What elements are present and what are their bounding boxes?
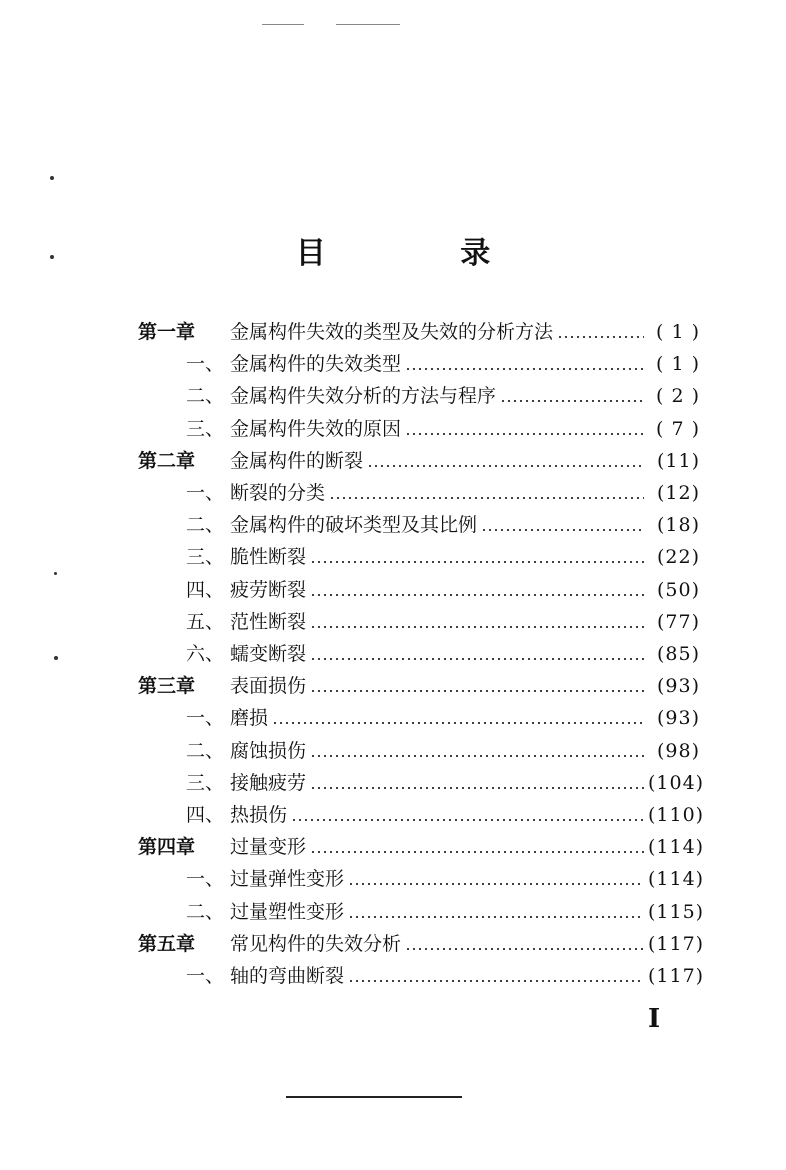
dot-leader [310,689,644,693]
entry-title: 范性断裂 [230,610,307,633]
entry-title: 金属构件失效分析的方法与程序 [230,385,497,408]
toc-chapter-row [138,445,700,477]
top-rule-right [336,24,400,25]
toc-section-row [186,606,700,638]
section-number: 一、 [186,353,225,376]
toc-section-row [186,767,705,799]
entry-page-number: (110) [648,804,705,826]
chapter-number: 第五章 [138,932,196,955]
entry-title: 常见构件的失效分析 [230,932,402,955]
entry-title: 断裂的分类 [230,482,326,504]
page-folio: I [648,1004,661,1034]
chapter-number: 第四章 [138,836,196,859]
section-number: 四、 [186,578,225,601]
entry-page-number: (50) [656,578,700,601]
entry-page-number: (18) [656,514,700,537]
bottom-rule [286,1096,462,1098]
dot-leader [405,947,644,951]
dot-leader [310,560,644,564]
scan-speck [50,176,54,180]
dot-leader [291,818,644,822]
entry-title: 金属构件的失效类型 [230,353,402,376]
entry-title: 接触疲劳 [230,771,307,794]
entry-title: 金属构件的断裂 [230,449,364,472]
toc-section-row [186,413,700,445]
section-number: 三、 [186,546,225,569]
page-title: 目 录 [295,236,553,271]
dot-leader [348,979,644,983]
dot-leader [310,850,644,854]
entry-page-number: (98) [656,739,700,762]
dot-leader [481,528,644,532]
scan-speck [54,656,58,660]
toc-chapter-row [138,316,700,348]
toc-section-row [186,702,700,734]
section-number: 四、 [186,804,225,826]
section-number: 二、 [186,739,225,762]
entry-page-number: (12) [656,482,700,504]
entry-page-number: (117) [648,932,705,955]
section-number: 三、 [186,417,225,440]
dot-leader [272,721,644,725]
dot-leader [557,335,644,339]
entry-page-number: (77) [656,610,700,633]
section-number: 一、 [186,707,225,730]
section-number: 二、 [186,900,225,923]
entry-title: 磨损 [230,707,269,730]
entry-title: 脆性断裂 [230,546,307,569]
toc-section-row [186,735,700,767]
toc-section-row [186,896,705,928]
entry-title: 金属构件失效的类型及失效的分析方法 [230,321,554,343]
section-number: 二、 [186,514,225,537]
dot-leader [310,657,644,661]
toc-section-row [186,638,700,670]
toc-section-row [186,380,700,412]
toc-chapter-row [138,928,705,960]
dot-leader [405,432,644,436]
entry-page-number: (114) [648,836,705,859]
toc-section-row [186,509,700,541]
dot-leader [500,399,644,403]
entry-page-number: (114) [648,868,705,891]
entry-page-number: (85) [656,643,700,665]
section-number: 一、 [186,965,225,987]
dot-leader [348,882,644,886]
entry-title: 过量塑性变形 [230,900,345,923]
dot-leader [367,464,644,468]
entry-page-number: (11) [656,449,700,472]
scan-speck [54,572,57,575]
entry-title: 轴的弯曲断裂 [230,965,345,987]
chapter-number: 第三章 [138,675,196,698]
entry-page-number: (104) [648,771,705,794]
chapter-number: 第一章 [138,321,196,343]
toc-chapter-row [138,670,700,702]
entry-page-number: (117) [648,965,705,987]
section-number: 二、 [186,385,225,408]
entry-page-number: ( 2 ) [656,385,700,408]
toc-section-row [186,960,705,992]
entry-title: 腐蚀损伤 [230,739,307,762]
top-rule-left [262,24,304,25]
entry-title: 过量变形 [230,836,307,859]
dot-leader [310,625,644,629]
entry-page-number: (93) [656,707,700,730]
section-number: 三、 [186,771,225,794]
chapter-number: 第二章 [138,449,196,472]
entry-page-number: (93) [656,675,700,698]
section-number: 六、 [186,643,225,665]
entry-title: 表面损伤 [230,675,307,698]
entry-title: 疲劳断裂 [230,578,307,601]
dot-leader [310,754,644,758]
entry-title: 热损伤 [230,804,288,826]
section-number: 五、 [186,610,225,633]
toc-chapter-row [138,831,705,863]
entry-page-number: ( 7 ) [656,417,700,440]
toc-section-row [186,863,705,895]
section-number: 一、 [186,482,225,504]
entry-page-number: ( 1 ) [656,353,700,376]
dot-leader [405,367,644,371]
dot-leader [310,786,644,790]
dot-leader [348,915,644,919]
toc-section-row [186,477,700,509]
entry-title: 金属构件失效的原因 [230,417,402,440]
toc-section-row [186,574,700,606]
dot-leader [329,496,644,500]
section-number: 一、 [186,868,225,891]
toc-section-row [186,799,705,831]
entry-title: 蠕变断裂 [230,643,307,665]
entry-page-number: (22) [656,546,700,569]
toc-section-row [186,348,700,380]
entry-page-number: (115) [648,900,705,923]
toc-section-row [186,541,700,573]
dot-leader [310,593,644,597]
entry-page-number: ( 1 ) [656,321,700,343]
entry-title: 过量弹性变形 [230,868,345,891]
entry-title: 金属构件的破坏类型及其比例 [230,514,478,537]
